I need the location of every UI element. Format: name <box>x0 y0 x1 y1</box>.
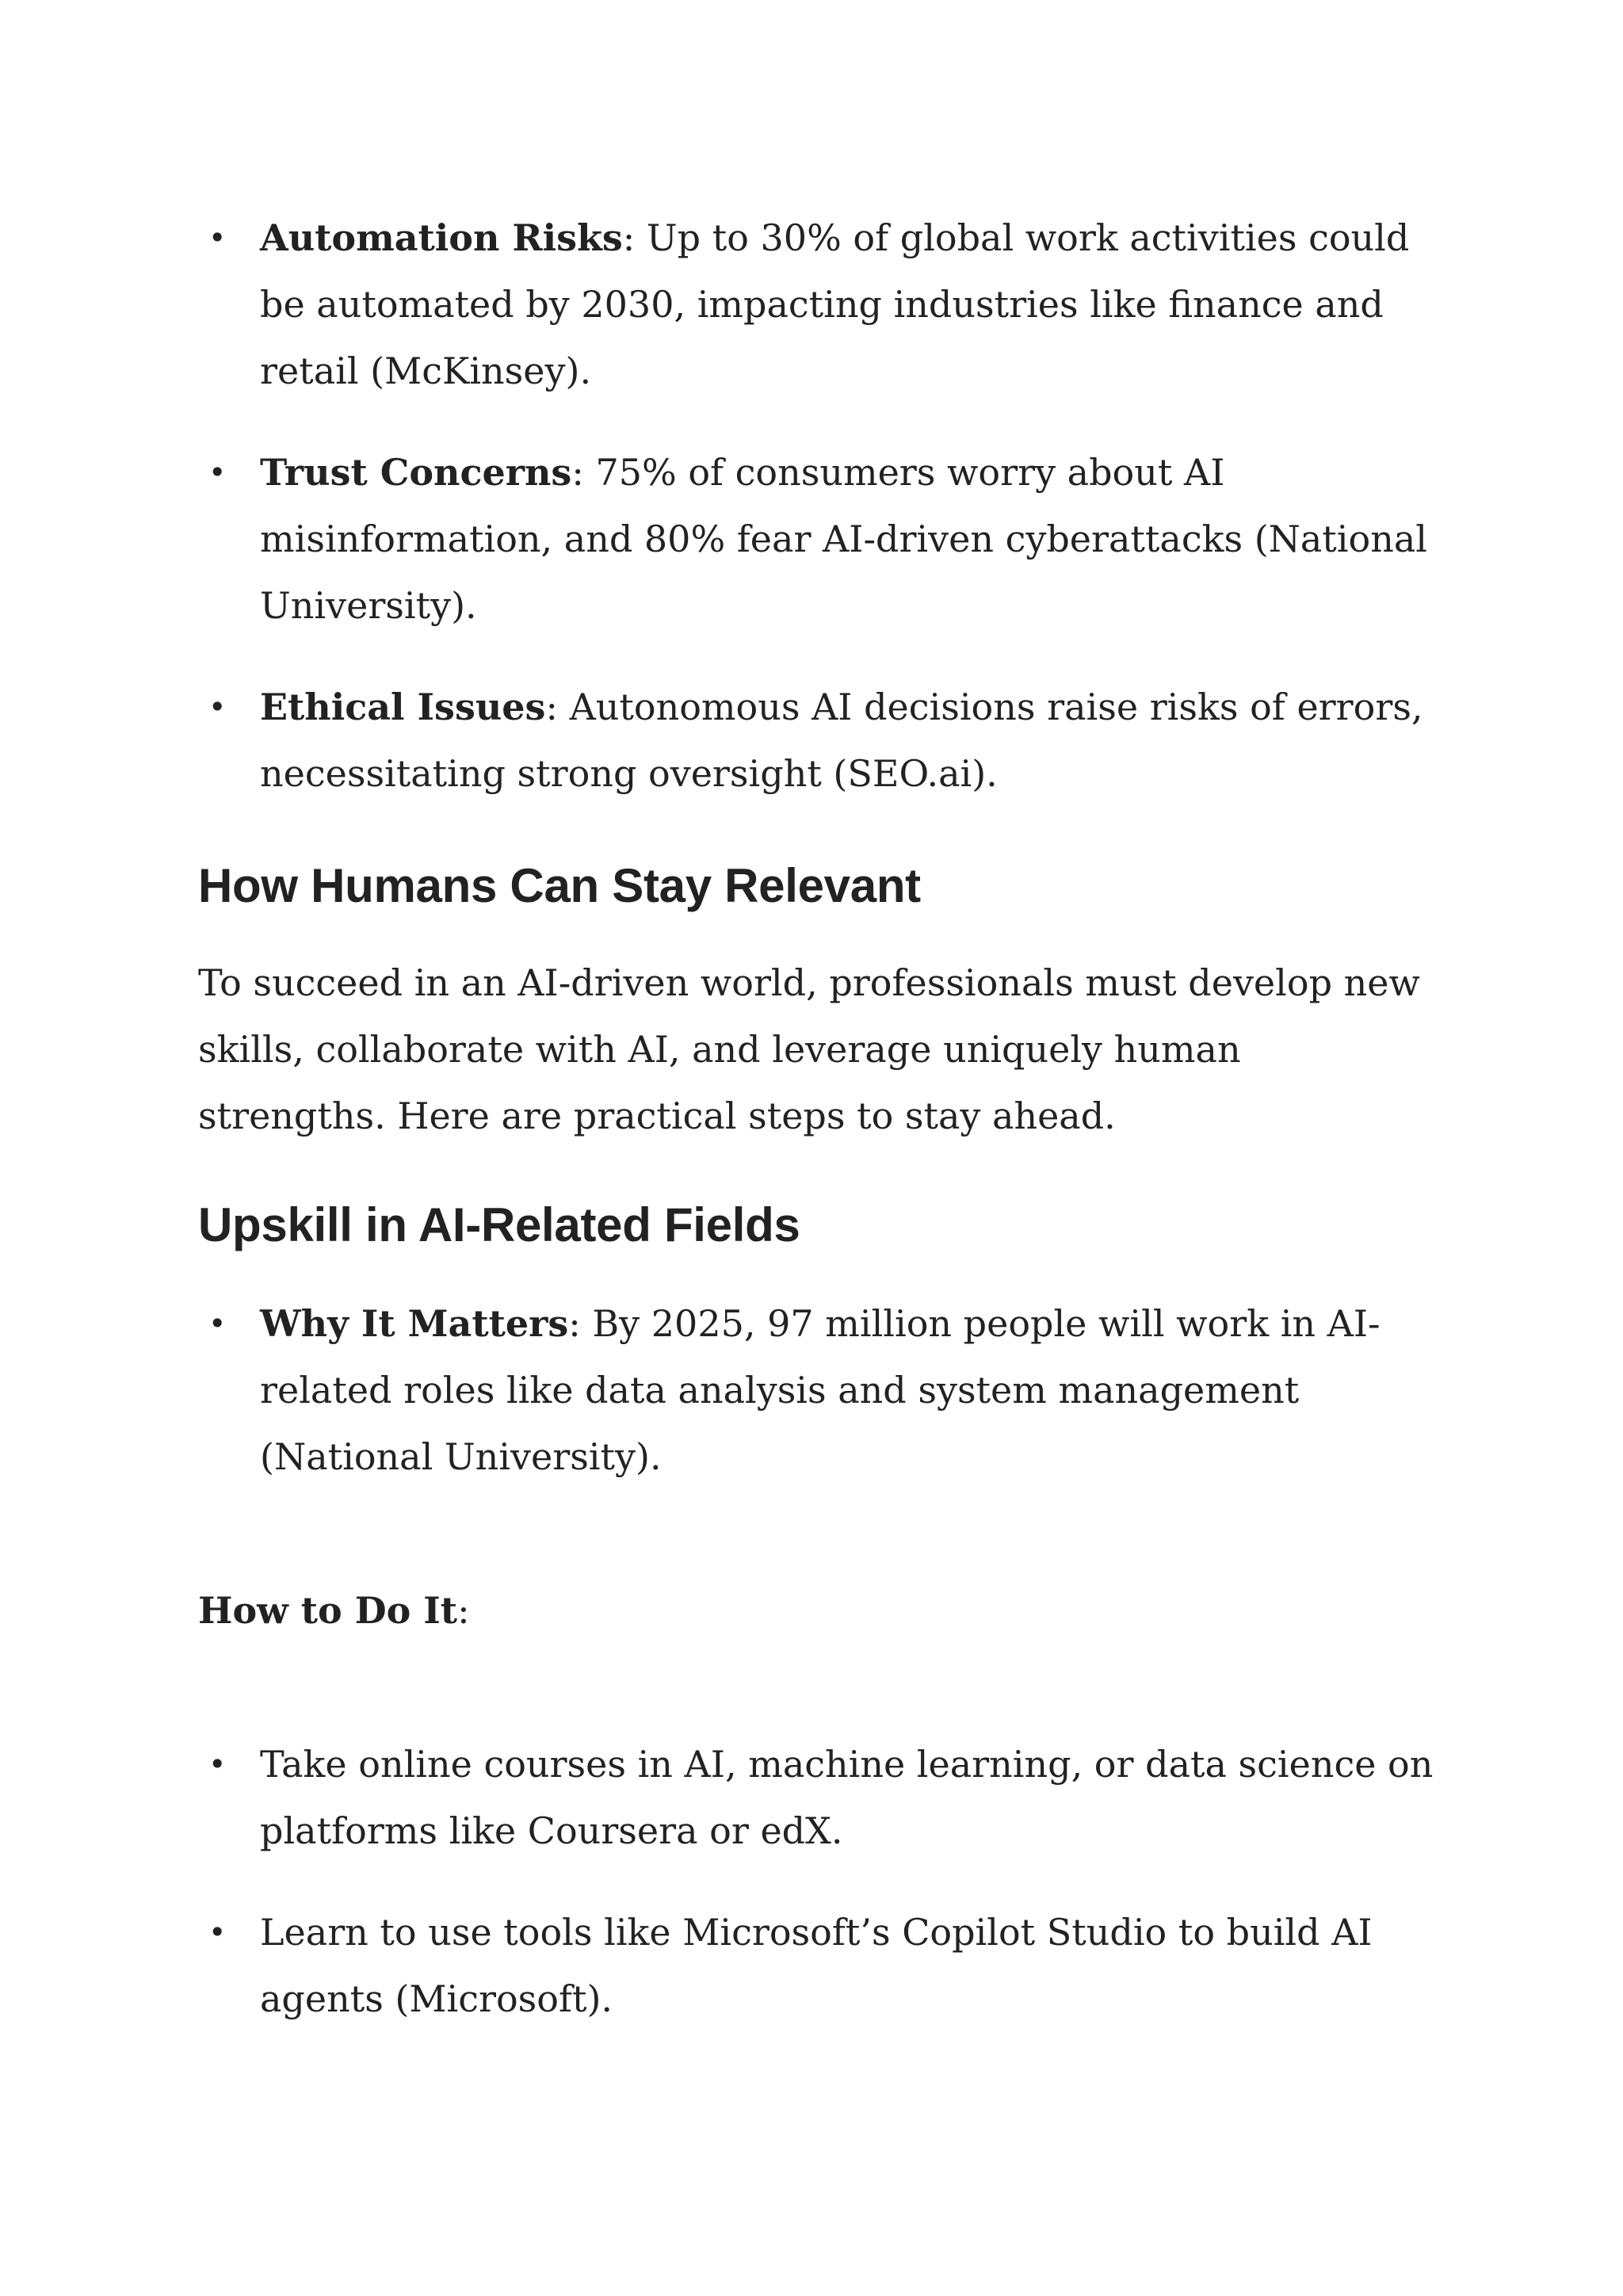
section-heading-relevant: How Humans Can Stay Relevant <box>198 859 921 912</box>
step-text: Take online courses in AI, machine learning, or data science on platforms like Coursera or edX. <box>260 1743 1434 1852</box>
how-to-label <box>198 1577 1434 1644</box>
bullet-term: Automation Risks <box>260 216 623 259</box>
bullet-term: Ethical Issues <box>260 686 546 728</box>
list-item <box>198 1899 1434 2032</box>
how-to-steps-list <box>198 1731 1434 2032</box>
list-item <box>198 1290 1434 1490</box>
bullet-term: Why It Matters <box>260 1302 569 1345</box>
bullet-text: : 75% of consumers worry about AI misinformation, and 80% fear AI-driven cyberattacks (National University). <box>260 451 1427 627</box>
list-item <box>198 674 1434 807</box>
bullet-text: : Up to 30% of global work activities could be automated by 2030, impacting industries like finance and retail (McKinsey). <box>260 216 1410 392</box>
upskill-why-list <box>198 1290 1434 1490</box>
bullet-text: : By 2025, 97 million people will work in AI-related roles like data analysis and system management (National University). <box>260 1302 1381 1478</box>
list-item <box>198 204 1434 404</box>
relevant-paragraph: To succeed in an AI-driven world, professionals must develop new skills, collaborate with AI, and leverage uniquely human strengths. Here are practical steps to stay ahead. <box>198 961 1420 1137</box>
list-item <box>198 1731 1434 1864</box>
document-page <box>198 204 1434 2032</box>
list-item <box>198 439 1434 639</box>
risks-list <box>198 204 1434 807</box>
bullet-term: Trust Concerns <box>260 451 572 494</box>
how-to-term: How to Do It <box>198 1589 458 1632</box>
how-to-colon: : <box>457 1589 470 1632</box>
step-text: Learn to use tools like Microsoft’s Copilot Studio to build AI agents (Microsoft). <box>260 1911 1373 2020</box>
section-heading-upskill: Upskill in AI-Related Fields <box>198 1198 800 1251</box>
bullet-text: : Autonomous AI decisions raise risks of errors, necessitating strong oversight (SEO.ai). <box>260 686 1423 795</box>
